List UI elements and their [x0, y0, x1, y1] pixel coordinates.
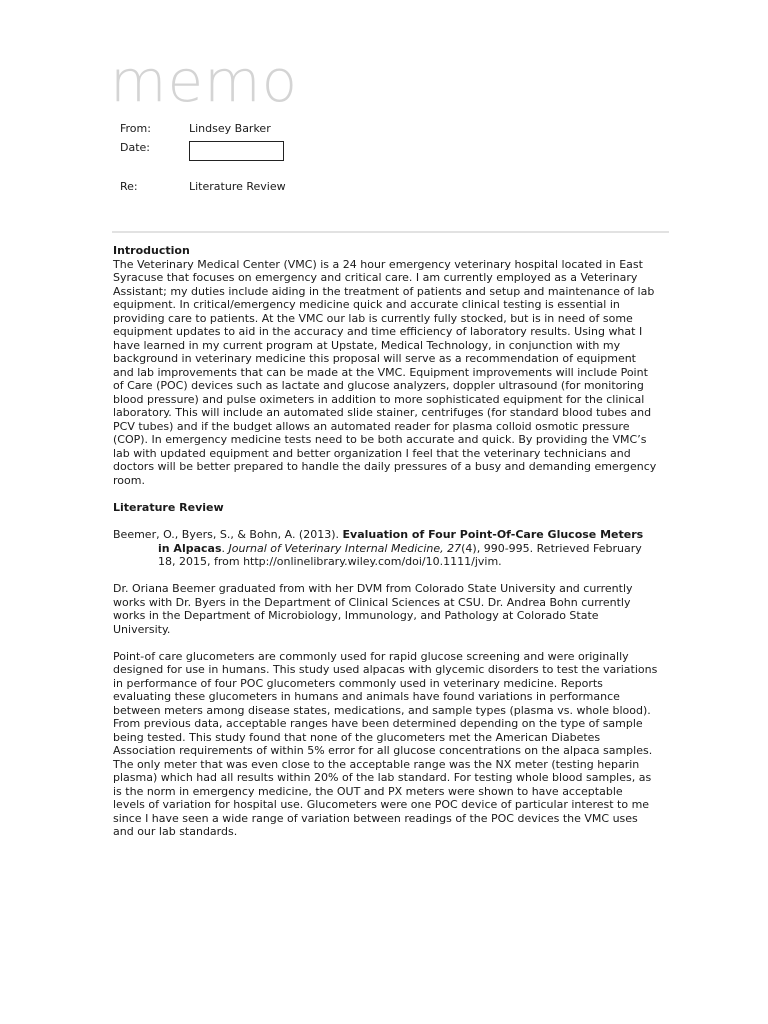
citation-details: (4), 990-995. Retrieved February 18, 2015, from http://onlinelibrary.wiley.com/doi/10.1111/jvim. — [158, 541, 642, 568]
article-summary: Point-of care glucometers are commonly used for rapid glucose screening and were originally designed for use in humans. This study used alpacas with glycemic disorders to test the variations in performance of four POC glucometers commonly used in veterinary medicine. Reports evaluating these glucometers in humans and animals have found variations in performance between meters among disease states, medications, and sample types (plasma vs. whole blood). From previous data, acceptable ranges have been determined depending on the type of sample being tested. This study found that none of the glucometers met the American Diabetes Association requirements of within 5% error for all glucose concentrations on the alpaca samples. The only meter that was even close to the acceptable range was the NX meter (testing heparin plasma) which had all results within 20% of the lab standard. For testing whole blood samples, as is the norm in emergency medicine, the OUT and PX meters were shown to have acceptable levels of variation for hospital use. Glucometers were one POC device of particular interest to me since I have seen a wide range of variation between readings of the POC devices the VMC uses and our lab standards. — [113, 649, 658, 838]
re-label: Re: — [120, 180, 138, 193]
citation-authors: Beemer, O., Byers, S., & Bohn, A. (2013). — [113, 528, 340, 541]
author-bio: Dr. Oriana Beemer graduated from with her DVM from Colorado State University and currently works with Dr. Byers in the Department of Clinical Sciences at CSU. Dr. Andrea Bohn currently works in the Department of Microbiology, Immunology, and Pathology at Colorado State University. — [113, 582, 633, 636]
memo-title: memo — [110, 47, 299, 115]
from-label: From: — [120, 122, 151, 135]
citation: Beemer, O., Byers, S., & Bohn, A. (2013). Evaluation of Four Point-Of-Care Glucose Meters in Alpacas. Journal of Veterinary Internal Medicine, 27(4), 990-995. Retrieved February 18, 2015, from http://onlinelibrary.wiley.com/doi/10.1111/jvim. — [113, 528, 644, 568]
header-divider — [112, 231, 669, 233]
literature-review-heading: Literature Review — [113, 501, 224, 514]
memo-body — [113, 244, 658, 839]
date-field[interactable] — [189, 141, 284, 161]
introduction-text: The Veterinary Medical Center (VMC) is a 24 hour emergency veterinary hospital located in East Syracuse that focuses on emergency and critical care. I am currently employed as a Veterinary Assistant; my duties include aiding in the treatment of patients and setup and maintenance of lab equipment. In critical/emergency medicine quick and accurate clinical testing is essential in providing care to patients. At the VMC our lab is currently fully stocked, but is in need of some equipment updates to aid in the accuracy and time efficiency of laboratory results. Using what I have learned in my current program at Upstate, Medical Technology, in conjunction with my background in veterinary medicine this proposal will serve as a recommendation of equipment and lab improvements that can be made at the VMC. Equipment improvements will include Point of Care (POC) devices such as lactate and glucose analyzers, doppler ultrasound (for monitoring blood pressure) and pulse oximeters in addition to more sophisticated equipment for the clinical laboratory. This will include an automated slide stainer, centrifuges (for standard blood tubes and PCV tubes) and if the budget allows an automated reader for plasma colloid osmotic pressure (COP). In emergency medicine tests need to be both accurate and quick. By providing the VMC’s lab with updated equipment and better organization I feel that the veterinary technicians and doctors will be better prepared to handle the daily pressures of a busy and demanding emergency room. — [113, 257, 657, 487]
citation-title: Evaluation of Four Point-Of-Care Glucose Meters in Alpacas — [158, 528, 644, 555]
re-value: Literature Review — [189, 180, 286, 193]
citation-journal: Journal of Veterinary Internal Medicine, 27 — [228, 541, 462, 555]
date-label: Date: — [120, 141, 150, 154]
introduction-heading: Introduction — [113, 244, 190, 257]
from-value: Lindsey Barker — [189, 122, 271, 135]
